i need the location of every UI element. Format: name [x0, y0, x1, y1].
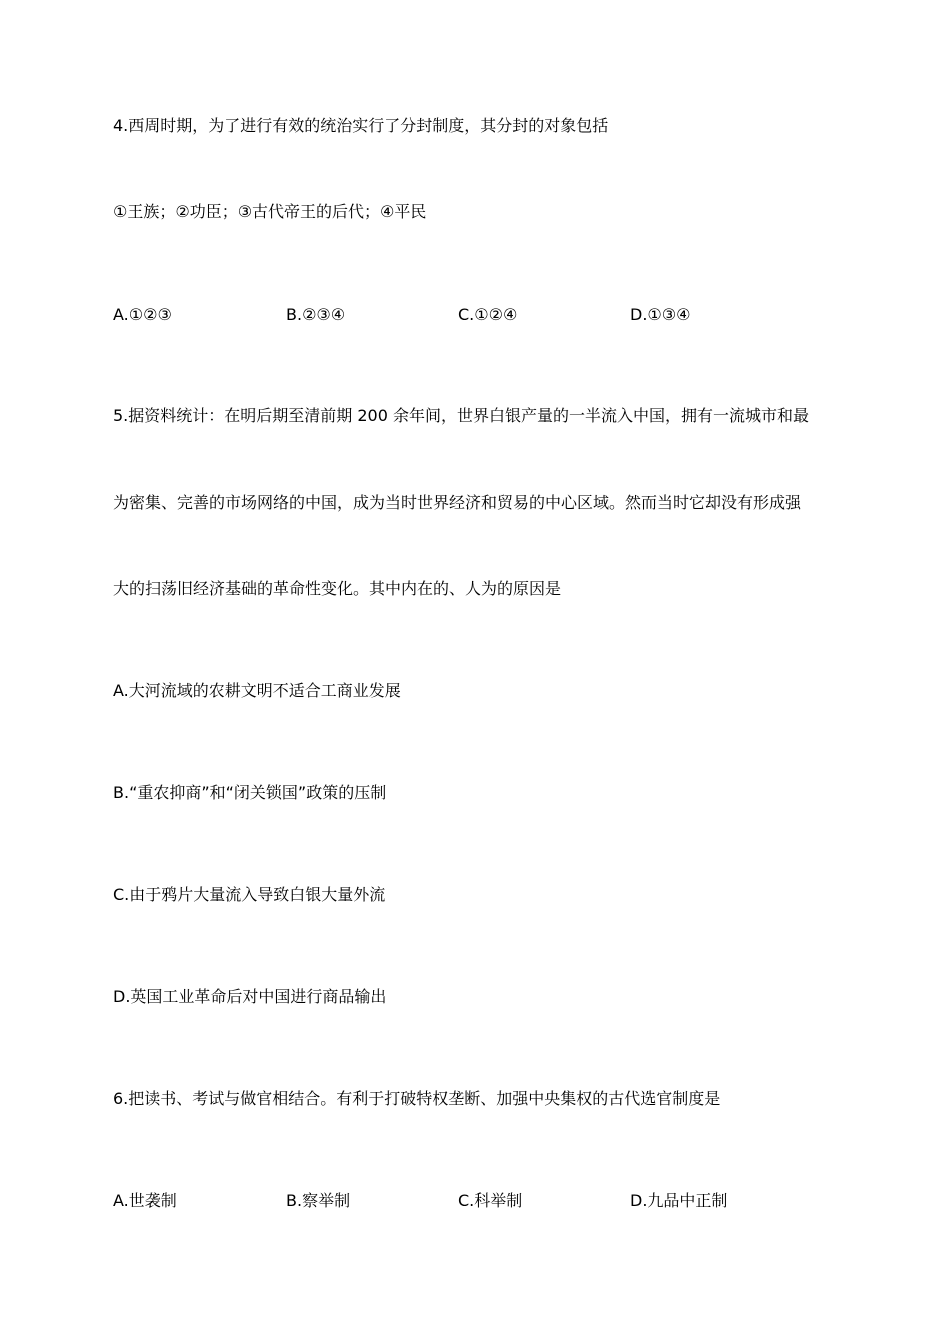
question-6-option-a: A.世袭制 — [113, 1191, 177, 1210]
question-6-option-d: D.九品中正制 — [630, 1191, 728, 1210]
question-5-option-b: B.“重农抑商”和“闭关锁国”政策的压制 — [113, 783, 387, 802]
question-5-stem-line-1: 5.据资料统计：在明后期至清前期 200 余年间，世界白银产量的一半流入中国，拥有一流城市和最 — [113, 406, 809, 425]
question-4-option-a: A.①②③ — [113, 305, 172, 324]
question-6-option-b: B.察举制 — [286, 1191, 351, 1210]
question-4-option-c: C.①②④ — [458, 305, 518, 324]
question-5-option-c: C.由于鸦片大量流入导致白银大量外流 — [113, 885, 386, 904]
question-5-option-a: A.大河流域的农耕文明不适合工商业发展 — [113, 681, 401, 700]
question-4-option-b: B.②③④ — [286, 305, 346, 324]
question-5-stem-line-3: 大的扫荡旧经济基础的革命性变化。其中内在的、人为的原因是 — [113, 579, 562, 598]
question-4-items: ①王族；②功臣；③古代帝王的后代；④平民 — [113, 202, 427, 221]
question-6-option-c: C.科举制 — [458, 1191, 523, 1210]
question-6-stem: 6.把读书、考试与做官相结合。有利于打破特权垄断、加强中央集权的古代选官制度是 — [113, 1089, 721, 1108]
question-5-stem-line-2: 为密集、完善的市场网络的中国，成为当时世界经济和贸易的中心区域。然而当时它却没有形成强 — [113, 493, 802, 512]
question-4-option-d: D.①③④ — [630, 305, 691, 324]
question-5-option-d: D.英国工业革命后对中国进行商品输出 — [113, 987, 387, 1006]
question-4-stem: 4.西周时期，为了进行有效的统治实行了分封制度，其分封的对象包括 — [113, 116, 609, 135]
